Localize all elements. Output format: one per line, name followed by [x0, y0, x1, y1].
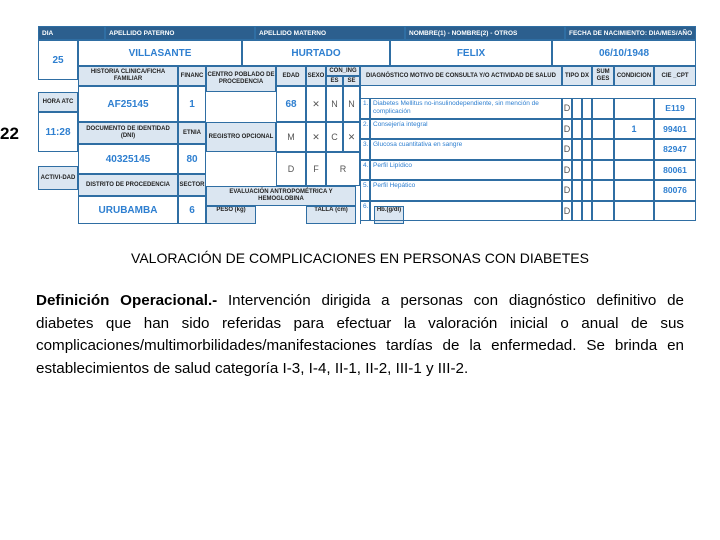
- label-talla: [306, 206, 356, 224]
- dx-row-marker: 1.: [360, 98, 370, 119]
- dia-value: 25: [38, 40, 78, 80]
- label-etnia: ETNIA: [178, 122, 206, 144]
- label-diagnostico: DIAGNÓSTICO MOTIVO DE CONSULTA Y/O ACTIVIDAD DE SALUD: [360, 66, 562, 86]
- dx-cie-code: 80061: [654, 160, 696, 181]
- dx-text: Perfil Hepático: [370, 180, 562, 201]
- dx-condicion: [614, 201, 654, 222]
- label-se: SE: [343, 76, 360, 86]
- header-apellido-materno: APELLIDO MATERNO: [255, 26, 405, 40]
- label-edad: EDAD: [276, 66, 306, 86]
- mark-f-cell: F: [306, 152, 326, 186]
- est-value: N: [331, 99, 338, 109]
- mark-c-cell: C: [326, 122, 343, 152]
- ser-cell: [343, 86, 360, 122]
- label-historia-clinica: HISTORIA CLINICA/FICHA FAMILIAR: [78, 66, 178, 86]
- divider: [360, 86, 361, 224]
- dx-tipo-d: [572, 201, 582, 222]
- dx-tipo-d: [572, 180, 582, 201]
- dx-tipo-r: [582, 119, 592, 140]
- dx-text: Perfil Lipídico: [370, 160, 562, 181]
- label-centro-poblado: CENTRO POBLADO DE PROCEDENCIA: [206, 66, 276, 92]
- dx-tipo: D: [562, 98, 572, 119]
- dx-condicion: 1: [614, 119, 654, 140]
- dx-row-marker: 6.: [360, 201, 370, 222]
- dx-sum: [592, 139, 614, 160]
- dx-cie-code: 82947: [654, 139, 696, 160]
- nombre-value: FELIX: [390, 40, 552, 66]
- dx-tipo-r: [582, 201, 592, 222]
- mark-x-cell: ✕: [343, 122, 360, 152]
- dx-tipo: D: [562, 160, 572, 181]
- dx-tipo-d: [572, 119, 582, 140]
- label-distrito: DISTRITO DE PROCEDENCIA: [78, 174, 178, 196]
- dx-row-marker: 3.: [360, 139, 370, 160]
- dx-text: Glucosa cuantitativa en sangre: [370, 139, 562, 160]
- definition-term: Definición Operacional.-: [36, 292, 218, 309]
- dx-text: Consejería integral: [370, 119, 562, 140]
- mark-d-cell: D: [276, 152, 306, 186]
- dx-cie-code: [654, 201, 696, 222]
- dx-sum: [592, 160, 614, 181]
- dx-tipo-d: [572, 139, 582, 160]
- label-tipo-dx: TIPO DX: [562, 66, 592, 86]
- dx-tipo-r: [582, 98, 592, 119]
- header-nombres: NOMBRE(1) - NOMBRE(2) - OTROS: [405, 26, 565, 40]
- header-fecha-nacimiento: FECHA DE NACIMIENTO: DIA/MES/AÑO: [565, 26, 696, 40]
- dx-tipo: D: [562, 201, 572, 222]
- label-sexo: SEXO: [306, 66, 326, 86]
- sexo-cell-2: ✕: [306, 122, 326, 152]
- sector-value: 6: [178, 196, 206, 224]
- dx-condicion: [614, 160, 654, 181]
- definition-body: Intervención dirigida a personas con diagnóstico definitivo de diabetes que han sido referidas para efectuar la valoración inicial o anual de sus complicaciones/multimorbilidades/manifestaciones tardías de la enfermedad. Se brinda en establecimientos de salud categoría I-3, I-4, II-1, II-2, III-1 y III-2.: [36, 292, 684, 377]
- sexo-cell-1: ✕: [306, 86, 326, 122]
- dx-row-marker: 4.: [360, 160, 370, 181]
- label-evaluacion: EVALUACIÓN ANTROPOMÉTRICA Y HEMOGLOBINA: [206, 186, 356, 206]
- mark-r-cell: R: [326, 152, 360, 186]
- label-peso: [206, 206, 256, 224]
- label-es: ES: [326, 76, 343, 86]
- dx-tipo-d: [572, 98, 582, 119]
- label-registro-opcional: REGISTRO OPCIONAL: [206, 122, 276, 152]
- dx-condicion: [614, 139, 654, 160]
- definition-paragraph: [36, 290, 684, 380]
- dx-tipo-r: [582, 139, 592, 160]
- label-sector: SECTOR: [178, 174, 206, 196]
- dx-row-marker: 2.: [360, 119, 370, 140]
- dx-text: [370, 201, 562, 222]
- dx-tipo-r: [582, 180, 592, 201]
- hb-label: Hb.: [376, 207, 387, 213]
- his-registration-form: [24, 26, 696, 224]
- distrito-value: URUBAMBA: [78, 196, 178, 224]
- fecha-nacimiento-value: 06/10/1948: [552, 40, 696, 66]
- apellido-paterno-value: VILLASANTE: [78, 40, 242, 66]
- dx-tipo-r: [582, 160, 592, 181]
- header-apellido-paterno: APELLIDO PATERNO: [105, 26, 255, 40]
- talla-unit: (cm): [335, 207, 348, 213]
- label-financ: FINANC: [178, 66, 206, 86]
- hb-unit: (g/dl): [386, 207, 402, 213]
- dx-cie-code: E119: [654, 98, 696, 119]
- dx-tipo: D: [562, 139, 572, 160]
- label-sum: SUM GES: [592, 66, 614, 86]
- est-cell: [326, 86, 343, 122]
- dx-sum: [592, 119, 614, 140]
- hora-value: 11:28: [38, 112, 78, 152]
- peso-label: PESO: [216, 207, 233, 213]
- page-title: VALORACIÓN DE COMPLICACIONES EN PERSONAS CON DIABETES: [131, 250, 589, 266]
- dx-tipo: D: [562, 180, 572, 201]
- dx-row-marker: 5.: [360, 180, 370, 201]
- header-dia: DIA: [38, 26, 105, 40]
- dx-tipo: D: [562, 119, 572, 140]
- dx-sum: [592, 201, 614, 222]
- dx-cie-code: 99401: [654, 119, 696, 140]
- historia-clinica-value: AF25145: [78, 86, 178, 122]
- row-number: 22: [0, 124, 19, 143]
- label-documento-identidad: DOCUMENTO DE IDENTIDAD (DNI): [78, 122, 178, 144]
- dx-sum: [592, 180, 614, 201]
- edad-cell: [276, 86, 306, 122]
- dx-tipo-d: [572, 160, 582, 181]
- etnia-value: 80: [178, 144, 206, 174]
- peso-unit: (kg): [234, 207, 246, 213]
- label-condicion: CONDICION: [614, 66, 654, 86]
- dx-condicion: [614, 98, 654, 119]
- financiador-value: 1: [178, 86, 206, 122]
- sexo-value: M: [287, 132, 295, 142]
- documento-value: 40325145: [78, 144, 178, 174]
- talla-label: TALLA: [314, 207, 334, 213]
- label-hora-atc: HORA ATC: [38, 92, 78, 112]
- edad-value: 68: [285, 98, 297, 110]
- label-cie-cpt: CIE _CPT: [654, 66, 696, 86]
- dx-condicion: [614, 180, 654, 201]
- label-actividad: ACTIVI-DAD: [38, 166, 78, 190]
- dx-text: Diabetes Mellitus no-insulinodependiente, sin mención de complicación: [370, 98, 562, 119]
- label-con-ing: CON_ING: [326, 66, 360, 76]
- sexo-m-cell: [276, 122, 306, 152]
- dx-cie-code: 80076: [654, 180, 696, 201]
- apellido-materno-value: HURTADO: [242, 40, 390, 66]
- dx-sum: [592, 98, 614, 119]
- ser-value: N: [348, 99, 355, 109]
